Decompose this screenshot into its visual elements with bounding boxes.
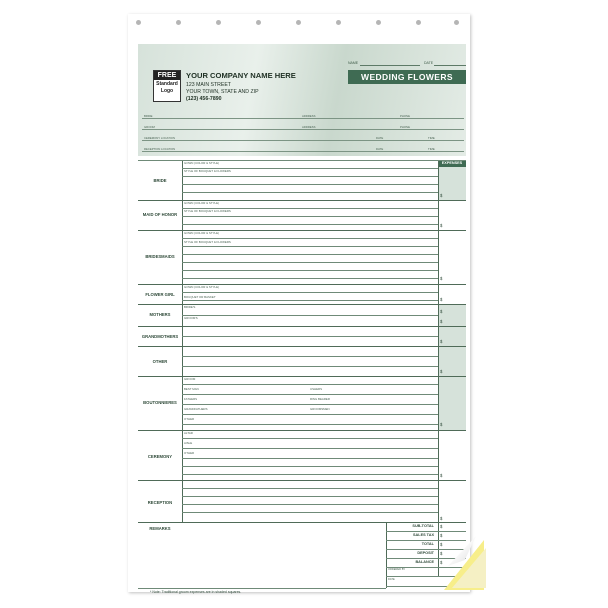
subtotal-dollar: $ [440, 524, 443, 529]
bride-label: BRIDE [144, 114, 153, 118]
form-line[interactable] [182, 496, 438, 497]
company-phone: (123) 456-7890 [186, 96, 222, 102]
form-line[interactable] [182, 394, 438, 395]
form-line[interactable] [182, 262, 438, 263]
form-line[interactable] [182, 414, 438, 415]
balance-label: BALANCE [415, 560, 434, 564]
balance-dollar: $ [440, 560, 443, 565]
bride-address-label: ADDRESS [302, 114, 316, 118]
punch-holes [136, 20, 462, 28]
order-grid [138, 160, 466, 600]
deposit-dollar: $ [440, 551, 443, 556]
section-boutonnieres: BOUTONNIERES [143, 400, 177, 405]
maid-gown-label: GOWN (COLOR & STYLE) [184, 201, 220, 205]
form-line[interactable] [182, 438, 438, 439]
groom-label: GROOM [144, 125, 155, 129]
punch-hole [336, 20, 341, 25]
logo-line2: Standard [156, 81, 178, 87]
wedding-flowers-form [128, 14, 470, 592]
mothers-grooms-dollar: $ [440, 319, 443, 324]
ceremony-time-label: TIME [428, 136, 435, 140]
bridesmaids-dollar: $ [440, 276, 443, 281]
flower-girl-gown-label: GOWN (COLOR & STYLE) [184, 285, 220, 289]
bridesmaids-bouquet-label: STYLE OF BOUQUET & FLOWERS [184, 240, 231, 244]
form-line[interactable] [386, 531, 466, 532]
punch-hole [416, 20, 421, 25]
section-other: OTHER [152, 359, 168, 364]
bout-ring-bearer-label: RING BEARER [310, 397, 330, 401]
form-line[interactable] [182, 474, 438, 475]
form-line[interactable] [386, 558, 466, 559]
name-label: NAME [348, 61, 359, 65]
bout-fathers-label: FATHERS [184, 397, 198, 401]
form-line[interactable] [182, 292, 438, 293]
form-line[interactable] [182, 224, 438, 225]
traditional-note: * Note: Traditional groom expenses are in shaded squares. [150, 590, 242, 594]
mothers-grooms-label: GROOM'S [184, 316, 198, 320]
form-title: WEDDING FLOWERS [348, 70, 466, 84]
form-line[interactable] [182, 270, 438, 271]
ceremony-location-label: CEREMONY LOCATION [144, 136, 175, 140]
bout-ushers-label: USHERS [310, 387, 323, 391]
section-grandmothers: GRANDMOTHERS [141, 334, 179, 339]
total-dollar: $ [440, 542, 443, 547]
ceremony-altar-label: ALTAR [184, 431, 193, 435]
ceremony-dollar: $ [440, 473, 443, 478]
form-line[interactable] [182, 488, 438, 489]
ceremony-aisle-label: AISLE [184, 441, 193, 445]
section-bride: BRIDE [153, 178, 167, 183]
bout-groom-label: GROOM [184, 377, 196, 381]
other-dollar: $ [440, 369, 443, 374]
section-divider [138, 522, 466, 523]
form-line[interactable] [182, 384, 438, 385]
bout-best-man-label: BEST MAN [184, 387, 199, 391]
remarks-bottom-line [138, 588, 386, 589]
ceremony-date-label: DATE [376, 136, 384, 140]
form-line[interactable] [182, 300, 438, 301]
form-line[interactable] [182, 356, 438, 357]
bride-phone-label: PHONE [400, 114, 410, 118]
form-line[interactable] [182, 366, 438, 367]
date-label: DATE [424, 61, 434, 65]
reception-time-label: TIME [428, 147, 435, 151]
bride-dollar: $ [440, 193, 443, 198]
form-line[interactable] [182, 315, 438, 316]
bride-gown-label: GOWN (COLOR & STYLE) [184, 161, 220, 165]
form-line[interactable] [386, 540, 466, 541]
form-line[interactable] [182, 254, 438, 255]
form-line[interactable] [182, 192, 438, 193]
name-line[interactable] [360, 65, 420, 66]
form-line[interactable] [182, 466, 438, 467]
tax-dollar: $ [440, 533, 443, 538]
form-line[interactable] [182, 246, 438, 247]
form-line[interactable] [182, 504, 438, 505]
section-ceremony: CEREMONY [147, 454, 173, 459]
section-divider [138, 326, 466, 327]
mothers-brides-label: BRIDE'S [184, 305, 196, 309]
info-line[interactable] [142, 151, 464, 152]
form-line[interactable] [182, 458, 438, 459]
bride-bouquet-label: STYLE OF BOUQUET & FLOWERS [184, 169, 231, 173]
label-column-divider [182, 160, 183, 522]
bout-grandfathers-label: GRANDFATHERS [184, 407, 208, 411]
punch-hole [216, 20, 221, 25]
reception-date-label: DATE [376, 147, 384, 151]
info-line[interactable] [142, 118, 464, 119]
company-city: YOUR TOWN, STATE AND ZIP [186, 89, 259, 95]
form-line[interactable] [182, 424, 438, 425]
section-flower-girl: FLOWER GIRL [145, 292, 175, 297]
logo-line1: FREE [154, 71, 180, 80]
form-line[interactable] [386, 549, 466, 550]
maid-dollar: $ [440, 223, 443, 228]
punch-hole [296, 20, 301, 25]
reception-location-label: RECEPTION LOCATION [144, 147, 176, 151]
punch-hole [136, 20, 141, 25]
punch-hole [176, 20, 181, 25]
company-name: YOUR COMPANY NAME HERE [186, 71, 296, 80]
logo-line3: Logo [160, 88, 174, 94]
company-logo [153, 70, 181, 102]
form-line[interactable] [182, 448, 438, 449]
deposit-label: DEPOSIT [417, 551, 434, 555]
form-line[interactable] [182, 336, 438, 337]
section-divider [138, 480, 466, 481]
form-line[interactable] [182, 278, 438, 279]
section-reception: RECEPTION [147, 500, 173, 505]
tax-label: SALES TAX [412, 533, 434, 537]
form-line[interactable] [182, 512, 438, 513]
expense-column-divider [438, 160, 439, 522]
section-divider [138, 346, 466, 347]
reception-dollar: $ [440, 516, 443, 521]
expenses-header: EXPENSES [438, 160, 466, 167]
company-street: 123 MAIN STREET [186, 82, 231, 88]
flower-girl-basket-label: BOUQUET OR BASKET [184, 295, 216, 299]
section-remarks: REMARKS [149, 526, 171, 531]
subtotal-label: SUB-TOTAL [412, 524, 434, 528]
punch-hole [256, 20, 261, 25]
total-label: TOTAL [421, 542, 434, 546]
form-line[interactable] [386, 576, 466, 577]
mothers-brides-dollar: $ [440, 309, 443, 314]
date-line[interactable] [434, 65, 466, 66]
info-line[interactable] [142, 140, 464, 141]
form-line[interactable] [182, 184, 438, 185]
form-line[interactable] [182, 176, 438, 177]
form-line[interactable] [182, 216, 438, 217]
section-mothers: MOTHERS [149, 312, 171, 317]
groom-address-label: ADDRESS [302, 125, 316, 129]
section-bridesmaids: BRIDESMAIDS [145, 254, 175, 259]
form-line[interactable] [182, 404, 438, 405]
grandmothers-dollar: $ [440, 339, 443, 344]
bout-other-label: OTHER [184, 417, 195, 421]
info-line[interactable] [142, 129, 464, 130]
form-line[interactable] [182, 238, 438, 239]
ordered-by-label: ORDERED BY [388, 568, 406, 571]
groom-phone-label: PHONE [400, 125, 410, 129]
order-date-label: DATE [388, 578, 395, 581]
punch-hole [454, 20, 459, 25]
bridesmaids-gown-label: GOWN (COLOR & STYLE) [184, 231, 220, 235]
section-maid-of-honor: MAID OF HONOR [142, 212, 178, 217]
punch-hole [376, 20, 381, 25]
maid-bouquet-label: STYLE OF BOUQUET & FLOWERS [184, 209, 231, 213]
boutonnieres-dollar: $ [440, 422, 443, 427]
ceremony-other-label: OTHER [184, 451, 195, 455]
bout-groomsmen-label: GROOMSMEN [310, 407, 330, 411]
flower-girl-dollar: $ [440, 297, 443, 302]
